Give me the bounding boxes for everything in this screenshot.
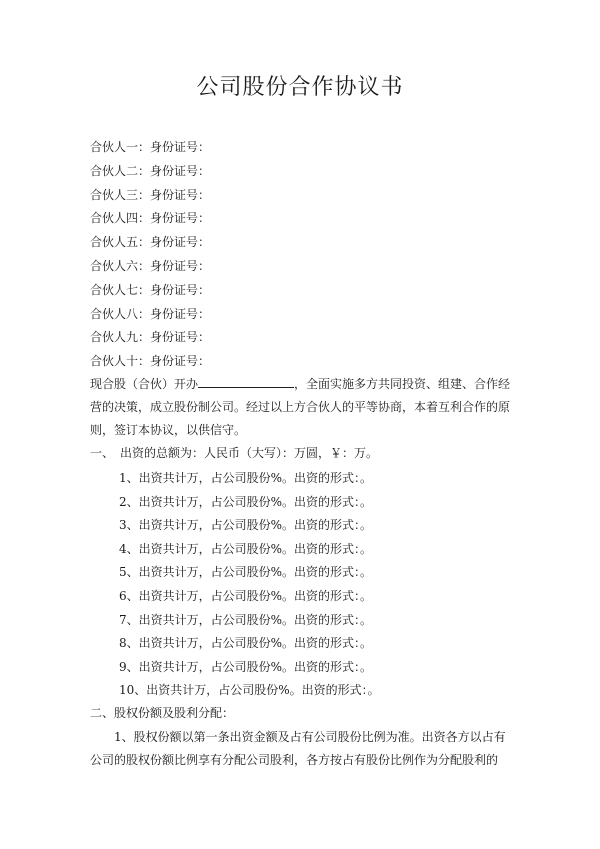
contribution-line: 7、出资共计万，占公司股份%。出资的形式：。: [119, 612, 373, 627]
section-2-paragraph: 1、股权份额以第一条出资金额及占有公司股份比例为准。出资各方以占有公司的股权份额比例享有分配公司股利，各方按占有股份比例作为分配股利的: [90, 730, 506, 767]
section-1-heading: 一、 出资的总额为：人民币（大写）：万圆，￥：万。: [90, 446, 379, 460]
contribution-line: 4、出资共计万，占公司股份%。出资的形式：。: [119, 541, 373, 556]
contribution-line: 1、出资共计万，占公司股份%。出资的形式：。: [119, 471, 373, 485]
document-title: 公司股份合作协议书: [196, 75, 404, 100]
partner-line: 合伙人一：身份证号：: [90, 140, 211, 154]
contribution-line: 5、出资共计万，占公司股份%。出资的形式：。: [119, 565, 373, 580]
intro-text-start: 现合股（合伙）开办: [90, 377, 199, 391]
intro-text-end: ，全面实施多方共同投资、组建、合作经营的决策，成立股份制公司。经过以上方合伙人的平等协商，本着互利合作的原则，签订本协议，以供信守。: [90, 377, 511, 437]
partner-line: 合伙人五：身份证号：: [90, 235, 211, 250]
contribution-line: 2、出资共计万，占公司股份%。出资的形式：。: [119, 494, 373, 509]
intro-paragraph: [90, 373, 515, 442]
partner-line: 合伙人六：身份证号：: [90, 258, 211, 273]
contribution-line: 8、出资共计万，占公司股份%。出资的形式：。: [119, 636, 373, 651]
partner-list: [90, 136, 210, 374]
partner-line: 合伙人七：身份证号：: [90, 282, 211, 297]
company-name-blank: [198, 376, 294, 388]
contribution-line: 6、出资共计万，占公司股份%。出资的形式：。: [119, 588, 373, 603]
contribution-line: 9、出资共计万，占公司股份%。出资的形式：。: [119, 659, 373, 674]
contribution-line: 3、出资共计万，占公司股份%。出资的形式：。: [119, 518, 373, 533]
partner-line: 合伙人四：身份证号：: [90, 211, 211, 226]
contribution-line: 10、出资共计万，占公司股份%。出资的形式：。: [119, 683, 380, 698]
partner-line: 合伙人九：身份证号：: [90, 330, 211, 345]
partner-line: 合伙人三：身份证号：: [90, 187, 211, 202]
partner-line: 合伙人八：身份证号：: [90, 306, 211, 321]
partner-line: 合伙人二：身份证号：: [90, 163, 211, 178]
contribution-list: [119, 467, 380, 703]
partner-line: 合伙人十：身份证号：: [90, 354, 211, 369]
section-2-heading: 二、股权份额及股利分配：: [90, 706, 235, 720]
